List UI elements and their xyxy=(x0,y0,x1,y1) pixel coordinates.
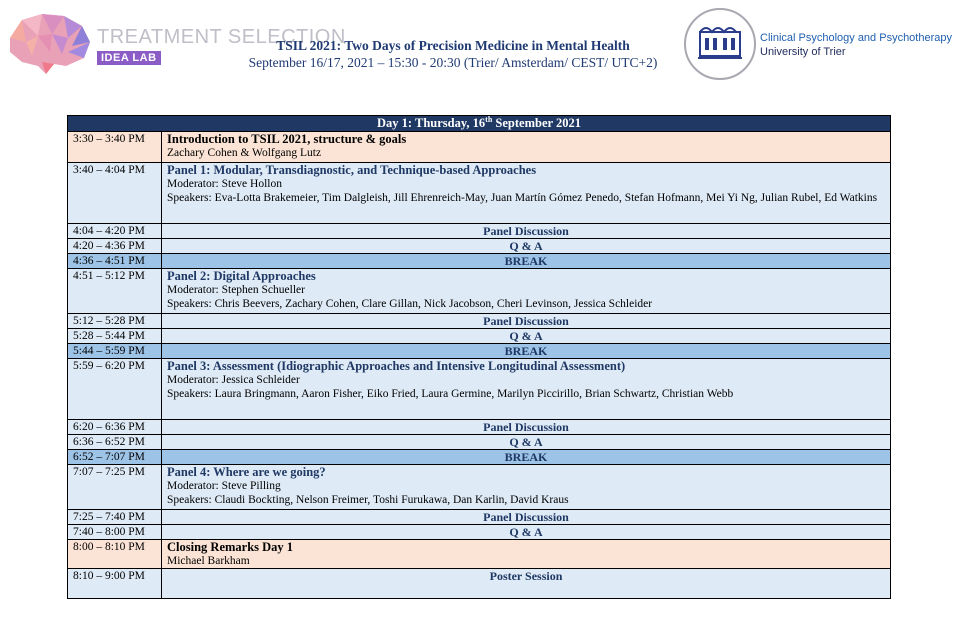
brand-badge: IDEA LAB xyxy=(97,51,161,65)
panel-title: Panel 4: Where are we going? xyxy=(167,465,326,479)
time-cell: 3:30 – 3:40 PM xyxy=(68,132,162,163)
table-row xyxy=(68,359,891,420)
table-row xyxy=(68,510,891,525)
seal-drawing-icon xyxy=(686,10,754,78)
speakers: Speakers: Laura Bringmann, Aaron Fisher, Eiko Fried, Laura Germine, Marilyn Piccirillo, Brian Schwartz, Christian Webb xyxy=(167,388,734,400)
session-label: Q & A xyxy=(162,525,891,540)
session-presenters: Michael Barkham xyxy=(167,555,250,567)
time-cell: 5:12 – 5:28 PM xyxy=(68,314,162,329)
session-label: Q & A xyxy=(162,329,891,344)
session-presenters: Zachary Cohen & Wolfgang Lutz xyxy=(167,147,322,159)
session-cell xyxy=(162,359,891,420)
session-label: Panel Discussion xyxy=(162,314,891,329)
moderator: Moderator: Jessica Schleider xyxy=(167,374,300,386)
time-cell: 5:59 – 6:20 PM xyxy=(68,359,162,420)
brand-name: TREATMENT SELECTION xyxy=(97,26,346,48)
table-row xyxy=(68,163,891,224)
event-title: TSIL 2021: Two Days of Precision Medicine in Mental Health xyxy=(276,38,630,53)
day-header-row xyxy=(68,116,891,132)
panel-title: Panel 1: Modular, Transdiagnostic, and Technique-based Approaches xyxy=(167,163,537,177)
time-cell: 4:51 – 5:12 PM xyxy=(68,269,162,314)
time-cell: 6:36 – 6:52 PM xyxy=(68,435,162,450)
time-cell: 7:25 – 7:40 PM xyxy=(68,510,162,525)
time-cell: 6:52 – 7:07 PM xyxy=(68,450,162,465)
table-row xyxy=(68,254,891,269)
university-name: University of Trier xyxy=(760,46,846,58)
time-cell: 4:04 – 4:20 PM xyxy=(68,224,162,239)
schedule-table xyxy=(67,115,891,599)
session-title: Closing Remarks Day 1 xyxy=(167,540,294,554)
treatment-selection-logo xyxy=(2,8,346,80)
event-title-block xyxy=(225,37,681,71)
time-cell: 4:20 – 4:36 PM xyxy=(68,239,162,254)
time-cell: 7:40 – 8:00 PM xyxy=(68,525,162,540)
moderator: Moderator: Steve Pilling xyxy=(167,480,281,492)
time-cell: 7:07 – 7:25 PM xyxy=(68,465,162,510)
session-label: Q & A xyxy=(162,435,891,450)
speakers: Speakers: Chris Beevers, Zachary Cohen, Clare Gillan, Nick Jacobson, Cheri Levinson, Jessica Schleider xyxy=(167,298,653,310)
session-label: Panel Discussion xyxy=(162,510,891,525)
session-label: Panel Discussion xyxy=(162,420,891,435)
table-row xyxy=(68,329,891,344)
day-header: Day 1: Thursday, 16th September 2021 xyxy=(68,116,891,132)
brain-logo-icon xyxy=(2,8,94,80)
time-cell: 4:36 – 4:51 PM xyxy=(68,254,162,269)
session-label: Poster Session xyxy=(162,569,891,599)
department-name: Clinical Psychology and Psychotherapy xyxy=(760,32,952,44)
session-cell xyxy=(162,465,891,510)
break-label: BREAK xyxy=(162,254,891,269)
time-cell: 3:40 – 4:04 PM xyxy=(68,163,162,224)
table-row xyxy=(68,435,891,450)
moderator: Moderator: Steve Hollon xyxy=(167,178,282,190)
session-label: Panel Discussion xyxy=(162,224,891,239)
table-row xyxy=(68,132,891,163)
table-row xyxy=(68,224,891,239)
speakers: Speakers: Claudi Bockting, Nelson Freimer, Toshi Furukawa, Dan Karlin, David Kraus xyxy=(167,494,569,506)
university-info xyxy=(760,31,952,59)
table-row xyxy=(68,239,891,254)
time-cell: 8:00 – 8:10 PM xyxy=(68,540,162,569)
panel-title: Panel 3: Assessment (Idiographic Approaches and Intensive Longitudinal Assessment) xyxy=(167,359,626,373)
session-title: Introduction to TSIL 2021, structure & goals xyxy=(167,132,407,146)
table-row xyxy=(68,569,891,599)
time-cell: 5:44 – 5:59 PM xyxy=(68,344,162,359)
speakers: Speakers: Eva-Lotta Brakemeier, Tim Dalgleish, Jill Ehrenreich-May, Juan Martín Gómez Penedo, Stefan Hofmann, Mei Yi Ng, Julian Rubel, Ed Watkins xyxy=(167,192,878,204)
table-row xyxy=(68,269,891,314)
table-row xyxy=(68,344,891,359)
session-cell xyxy=(162,163,891,224)
moderator: Moderator: Stephen Schueller xyxy=(167,284,305,296)
time-cell: 5:28 – 5:44 PM xyxy=(68,329,162,344)
event-subtitle: September 16/17, 2021 – 15:30 - 20:30 (Trier/ Amsterdam/ CEST/ UTC+2) xyxy=(248,55,658,70)
table-row xyxy=(68,314,891,329)
break-label: BREAK xyxy=(162,450,891,465)
time-cell: 6:20 – 6:36 PM xyxy=(68,420,162,435)
table-row xyxy=(68,465,891,510)
session-cell xyxy=(162,132,891,163)
table-row xyxy=(68,540,891,569)
session-label: Q & A xyxy=(162,239,891,254)
panel-title: Panel 2: Digital Approaches xyxy=(167,269,316,283)
session-cell xyxy=(162,540,891,569)
session-cell xyxy=(162,269,891,314)
break-label: BREAK xyxy=(162,344,891,359)
time-cell: 8:10 – 9:00 PM xyxy=(68,569,162,599)
university-seal-icon xyxy=(684,8,756,80)
table-row xyxy=(68,420,891,435)
table-row xyxy=(68,525,891,540)
table-row xyxy=(68,450,891,465)
